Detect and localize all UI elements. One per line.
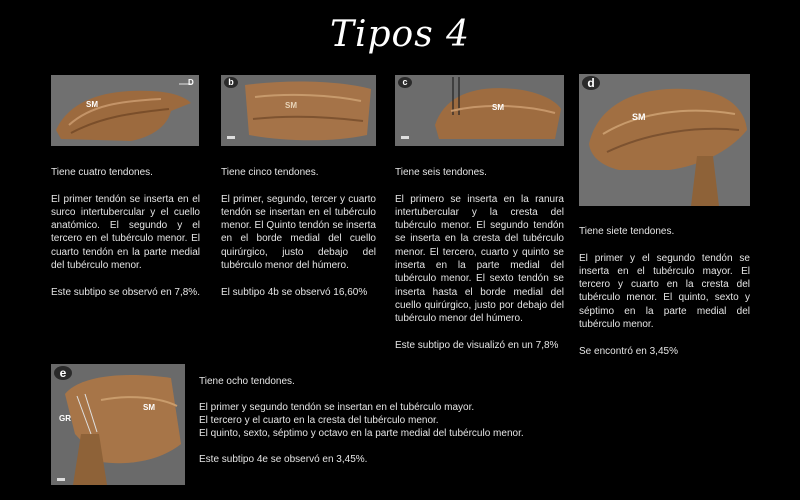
insertion-description (199, 401, 619, 440)
insertion-description: El primer tendón se inserta en el surco intertubercular y el cuello anatómico. El segundo y el tercero en el tubérculo menor. El cuarto tendón en la parte medial del tubérculo menor. (51, 193, 200, 272)
subtype-4d-description (579, 225, 750, 358)
insertion-line: El primer y segundo tendón se insertan en el tubérculo mayor. (199, 402, 475, 413)
sm-label: SM (492, 103, 504, 112)
specimen-photo-d (579, 74, 750, 206)
page-title: Tipos 4 (329, 14, 471, 55)
subtype-4c-description (395, 166, 564, 352)
prevalence-note: Este subtipo 4e se observó en 3,45%. (199, 454, 368, 465)
sm-label: SM (86, 100, 98, 109)
panel-badge-c: c (398, 77, 412, 88)
tendon-count: Tiene ocho tendones. (199, 376, 295, 387)
gr-label: GR (59, 414, 71, 423)
insertion-description: El primer, segundo, tercer y cuarto tendón se insertan en el tubérculo menor. El Quinto tendón se inserta en el borde medial del cuello quirúrgico, justo debajo del tubérculo menor del húmero. (221, 193, 376, 272)
sm-label: SM (143, 403, 155, 412)
specimen-photo-e (51, 364, 185, 485)
d-label: D (188, 78, 194, 87)
panel-badge-e: e (54, 366, 72, 380)
subtype-4b-description (221, 166, 376, 299)
panel-badge-d: d (582, 76, 600, 90)
tendon-count: Tiene siete tendones. (579, 226, 675, 237)
prevalence-note: Este subtipo de visualizó en un 7,8% (395, 339, 559, 351)
insertion-description: El primer y el segundo tendón se inserta en el tubérculo mayor. El tercero y cuarto en la cresta del tubérculo menor. El quinto, sexto y séptimo en la parte medial del tubérculo menor. (579, 252, 750, 331)
sm-label: SM (632, 112, 646, 122)
prevalence-note: Se encontró en 3,45% (579, 345, 678, 357)
sm-label: SM (285, 101, 297, 110)
subtype-4e-description (199, 375, 619, 479)
panel-badge-b: b (224, 77, 238, 88)
insertion-description: El primero se inserta en la ranura intertubercular y la cresta del tubérculo menor. El segundo tendón se inserta en la cresta del tubérculo menor. El tercero, cuarto y quinto se inserta en la parte medial del tubérculo menor. El sexto tendón se inserta hasta el borde medial del cuello quirúrgico, justo por debajo del tubérculo menor del húmero. (395, 193, 564, 325)
specimen-photo-b (221, 75, 376, 146)
subtype-4a-description (51, 166, 200, 299)
insertion-line: El quinto, sexto, séptimo y octavo en la parte medial del tubérculo menor. (199, 428, 524, 439)
tendon-count: Tiene cinco tendones. (221, 167, 319, 178)
prevalence-note: Este subtipo se observó en 7,8%. (51, 286, 200, 298)
tendon-count: Tiene seis tendones. (395, 167, 487, 178)
specimen-photo-a (51, 75, 199, 146)
specimen-photo-c (395, 75, 564, 146)
prevalence-note: El subtipo 4b se observó 16,60% (221, 286, 368, 298)
insertion-line: El tercero y el cuarto en la cresta del tubérculo menor. (199, 415, 439, 426)
tendon-count: Tiene cuatro tendones. (51, 167, 153, 178)
